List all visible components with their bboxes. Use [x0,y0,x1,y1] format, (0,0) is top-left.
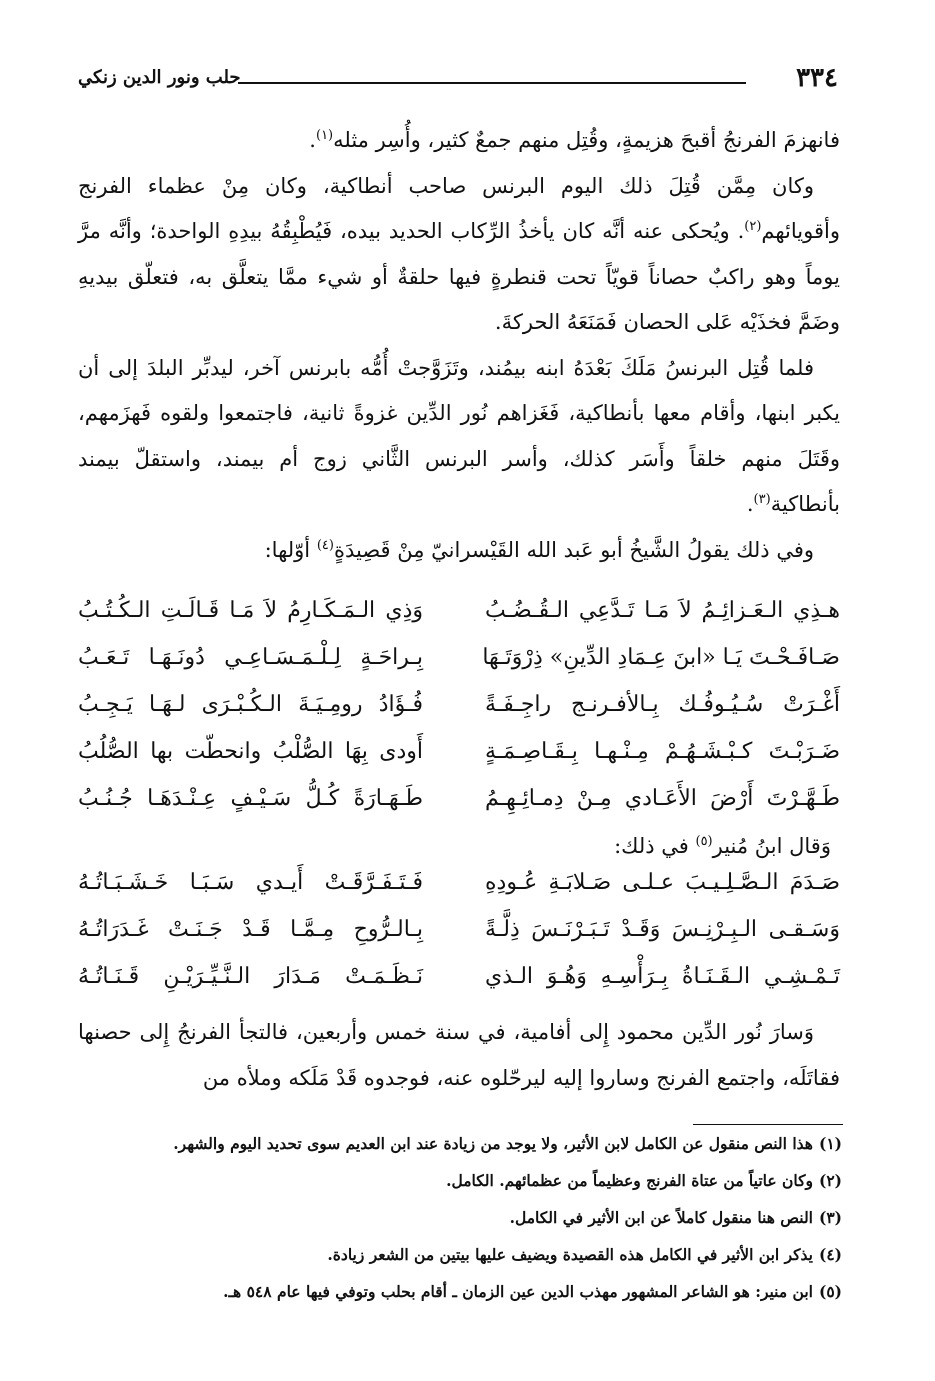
footnote-number: (١) [818,1134,842,1153]
verse-second-half: نَـظَـمَـتْ مَـدَارَ الـنَّـيِّـرَيْـنِ قَـنَـاتُـهُ [78,964,423,989]
paragraph-5: وَسارَ نُور الدِّين محمود إِلى أفامية، في سنة خمس وأربعين، فالتجأ الفرنجُ إِلى حصنها فقاتَلَه، واجتمع الفرنج وساروا إليه ليرحّلوه عنه، فوجدوه قَدْ مَلَكه وملأه من [78,1020,840,1090]
poem-qaysarani [78,598,840,833]
poem-2-intro-text-a: وَقال ابنُ مُنير [712,834,831,858]
verse-first-half: هـذِي الـعَـزائِـمُ لاَ مَـا تَـدَّعِي الـقُـضُـبُ [485,598,840,623]
paragraph-4 [78,528,840,574]
footnote-text: يذكر ابن الأثير في الكامل هذه القصيدة ويضيف عليها بيتين من الشعر زيادة. [327,1245,813,1264]
paragraph-3 [78,346,840,528]
footnote-text: وكان عاتياً من عتاة الفرنج وعظيماً من عظمائهم. الكامل. [446,1171,813,1190]
footnote-text: النص هنا منقول كاملاً عن ابن الأثير في الكامل. [509,1208,813,1227]
verse [78,598,840,645]
footnote-2 [72,1165,842,1196]
footnote-3 [72,1202,842,1233]
paragraph-1-text: فانهزمَ الفرنجُ أقبحَ هزيمةٍ، وقُتِل منهم جمعٌ كثير، وأُسِر مثله [333,128,840,152]
footnote-text: ابن منير: هو الشاعر المشهور مهذب الدين عين الزمان ـ أقام بحلب وتوفي فيها عام ٥٤٨ هـ. [223,1282,813,1301]
paragraph-2-text-a: وكان مِمَّن قُتِلَ ذلك اليوم البرنس صاحب أنطاكية، وكان مِنْ عظماء الفرنج وأقويائهم [78,173,840,243]
paragraph-1 [78,118,840,164]
verse-second-half: أَودى بِهَا الصُّلْبُ وانحطّت بها الصُّلُبُ [78,739,423,764]
verse-second-half: بِـراحَـةٍ لِـلْـمَـسَـاعِـي دُونَـهَـا تَـعَـبُ [78,645,423,670]
footnote-number: (٥) [818,1282,842,1301]
paragraph-4-text-a: وفي ذلك يقولُ الشَّيخُ أبو عَبد الله القَيْسرانيّ مِنْ قَصِيدَةٍ [333,537,814,562]
verse [78,739,840,786]
verse [78,645,840,692]
verse-second-half: فَـتَـفَـرَّقَـتْ أَيـدي سَـبَـا خَـشَـبَـاتُـهُ [78,870,423,895]
running-title: حلب ونور الدين زنكي [78,67,241,88]
poem-2-intro [614,826,857,866]
body-text [78,118,840,573]
paragraph-2-text-b: . ويُحكى عنه أنَّه كان يأخذُ الرِّكاب الحديد بيده، فَيُطْبِقُهُ بيدِهِ الواحدة؛ وأنَّه مرَّ يوماً وهو راكبٌ حصاناً قويّاً تحت قنطرةٍ فيها حلقةٌ أو شيء ممَّا يتعلَّق به، فتعلّق بيديهِ وضَمَّ فخذَيْه عَلى الحصان فَمَنَعَهُ الحركةَ. [78,219,840,334]
verse-first-half: ضَـرَبْـتَ كـبْـشَـهُـمْ مِـنْـهـا بِـقَـاصِـمَـةٍ [485,739,840,764]
poem-2-intro-text-b: في ذلك: [614,834,696,858]
verse [78,917,840,964]
page-header [78,62,838,96]
verse-second-half: وَذِي الـمَـكَـارِمُ لاَ مَـا قَـالَـتِ الـكُـتُـبُ [78,598,423,623]
footnote-4 [72,1239,842,1270]
footnote-ref-2[interactable]: (٢) [744,219,762,234]
footnote-1 [72,1128,842,1159]
paragraph-3-text: فلما قُتِل البرنسُ مَلَكَ بَعْدَهُ ابنه بيمُند، وتَزَوَّجتْ أُمُّه بابرنس آخر، ليدبِّر البلدَ إلى أن يكبر ابنها، وأقام معها بأنطاكية، فَغَزاهم نُور الدِّين غزوةً ثانية، فاجتمعوا ولقوه فَهزَمهم، وقَتَلَ منهم خلقاً وأَسَر كذلك، وأسر البرنس الثَّاني زوج أم بيمند، واستقلّ بيمند بأنطاكية [78,355,840,516]
verse-second-half: طَـهَـارَةً كُـلُّ سَـيْـفٍ عِـنْـدَهَـا جُـنُـبُ [78,786,423,811]
footnote-separator [693,1124,843,1125]
body-text-continued [78,1010,840,1101]
poem-ibn-munir [78,870,840,1011]
paragraph-3-end: . [746,492,754,516]
verse-first-half: طَـهَّـرْتَ أَرْضَ الأَعَـادي مِـنْ دِمـائِـهِـمُ [485,786,840,811]
verse-first-half: تَـمْـشِـي الـقَـنَـاةُ بِـرَأْسِـهِ وَهُـوَ الـذي [485,964,840,989]
verse-first-half: وَسَـقـى الـبِـرْنِـسَ وَقَـدْ تَـبَـرْنَـسَ ذِلَّـةً [485,917,840,942]
footnote-number: (٣) [818,1208,842,1227]
verse [78,964,840,1011]
footnotes [72,1128,842,1313]
footnote-ref-4[interactable]: (٤) [316,537,334,553]
page-number: ٣٣٤ [796,63,838,93]
verse-first-half: صَـدَمَ الـصَّـلِـيـبَ عـلـى صَـلابَـةِ عُـودِهِ [485,870,840,895]
footnote-5 [72,1276,842,1307]
verse-second-half: فُـؤَادُ رومِـيَـةَ الـكُـبْـرَى لـهَـا يَـجِـبُ [78,692,423,717]
verse-second-half: بِـالـرُّوحِ مِـمَّـا قَـدْ جَـنَـتْ غَـدَرَاتُـهُ [78,917,423,942]
paragraph-2 [78,164,840,346]
footnote-number: (٤) [818,1245,842,1264]
paragraph-4-text-b: أوّلها: [264,537,317,562]
paragraph-1-end: . [309,128,316,152]
footnote-ref-1[interactable]: (١) [315,128,334,143]
header-rule [238,82,746,84]
verse [78,870,840,917]
footnote-number: (٢) [818,1171,842,1190]
verse [78,692,840,739]
verse-first-half: صَـافَـحْـتَ يَـا «ابنَ عِـمَادِ الدِّينِ» ذِرْوَتَـهَا [482,645,840,670]
footnote-text: هذا النص منقول عن الكامل لابن الأثير، ولا يوجد من زيادة عند ابن العديم سوى تحديد اليوم والشهر. [173,1134,813,1153]
verse-first-half: أَغْـرَتْ سُـيُـوفُـك بِـالأفـرنـج راجِـفَـةً [485,692,840,717]
footnote-ref-3[interactable]: (٣) [753,492,771,507]
footnote-ref-5[interactable]: (٥) [695,834,713,849]
